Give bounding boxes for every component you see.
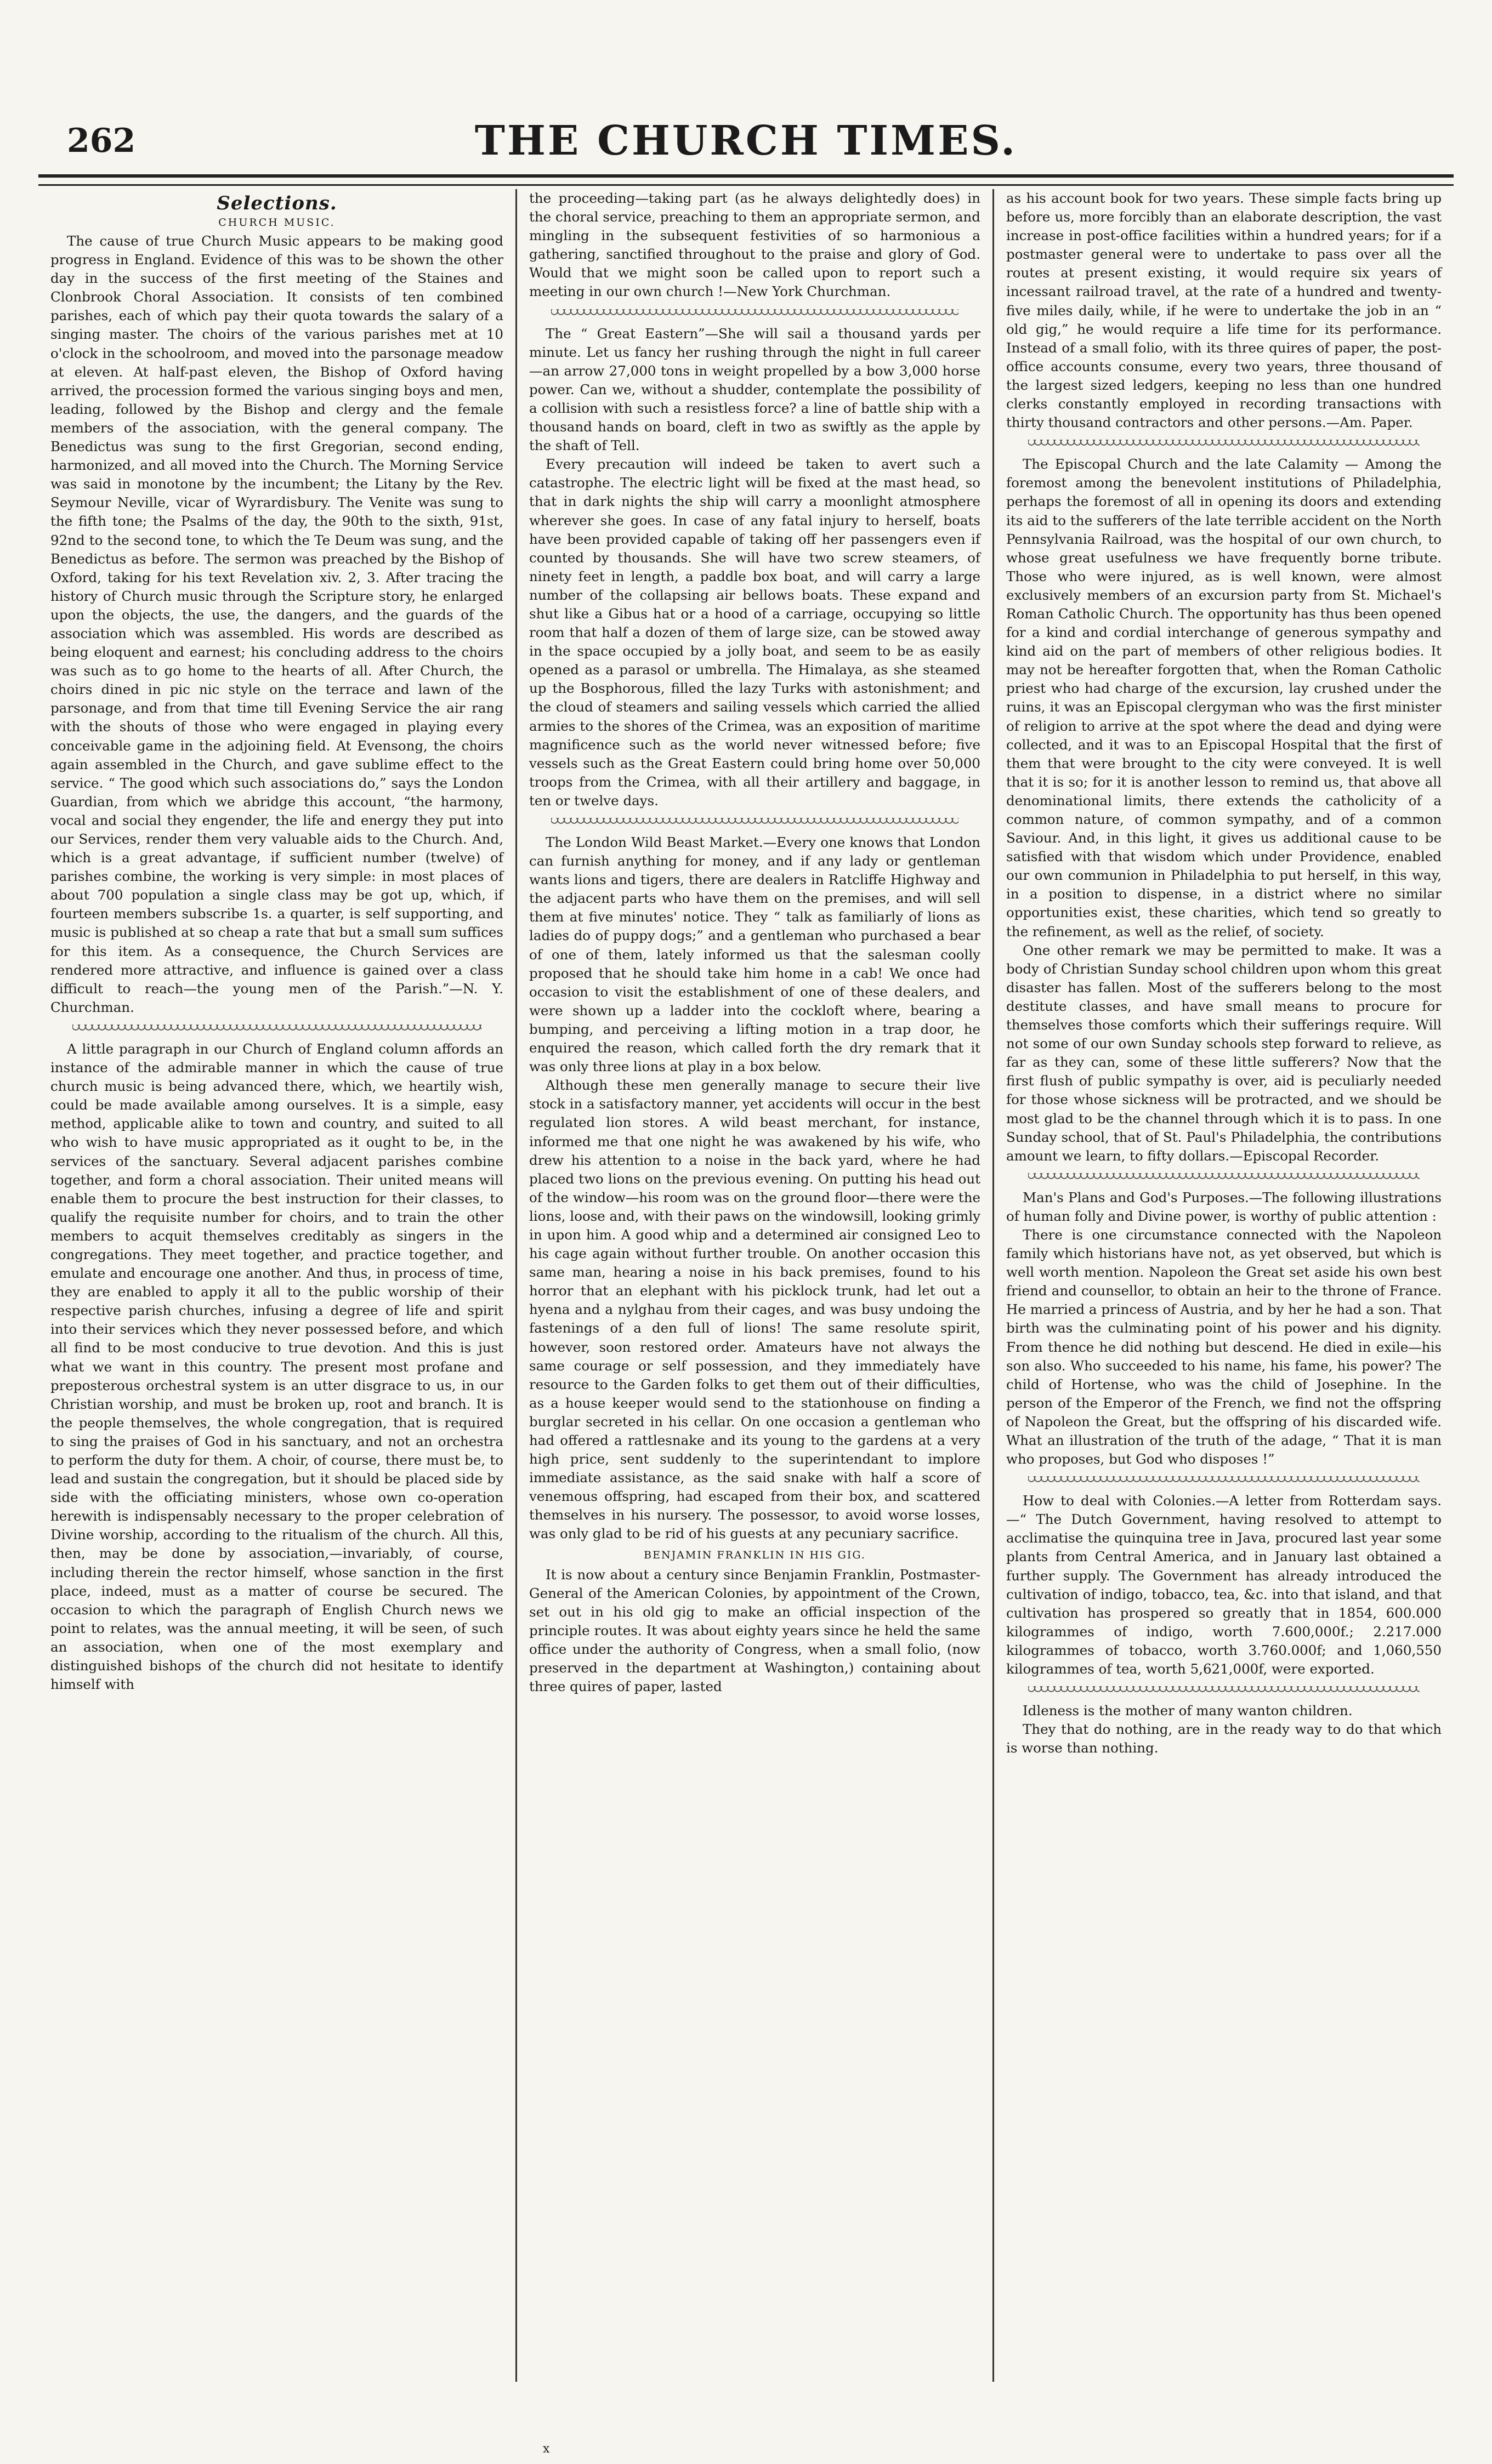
newspaper-title: THE CHURCH TIMES. [474, 117, 1018, 164]
article-paragraph: The London Wild Beast Market.—Every one knows that London can furnish anything for money, and if any lady or gentleman wants lions and tigers, there are dealers in Ratcliffe Highway and the adjacent parts who have them on the premises, and will sell them at five minutes' notice. They “ talk as familiarly of lions as ladies do of puppy dogs;” and a gentleman who purchased a bear of one of them, lately informed us that the salesman coolly proposed that he should take him home in a cab! We once had occasion to visit the establishment of one of these dealers, and were shown up a ladder into the cockloft where, bearing a bumping, and perceiving a lifting motion in a trap door, he enquired the reason, which called forth the dry remark that it was only three lions at play in a box below. [529, 834, 980, 1075]
divider [72, 1025, 481, 1032]
article-paragraph: How to deal with Colonies.—A letter from Rotterdam says.—“ The Dutch Government, having resolved to attempt to acclimatise the quinquina tree in Java, procured last year some plants from Central America, and in January last obtained a further supply. The Government has already introduced the cultivation of indigo, tobacco, tea, &c. into that island, and that cultivation has prospered so greatly that in 1854, 600.000 kilogrammes of indigo, worth 7.600,000f.; 2.217.000 kilogrammes of tobacco, worth 3.760.000f; and 1,060,550 kilogrammes of tea, worth 5,621,000f, were exported. [1006, 1493, 1442, 1677]
article-paragraph: Idleness is the mother of many wanton children. [1023, 1703, 1353, 1719]
divider [1028, 1173, 1420, 1181]
article-paragraph: A little paragraph in our Church of England column affords an instance of the admirable manner in which the cause of true church music is being advanced there, which, we heartily wish, could be made available among ourselves. It is a simple, easy method, applicable alike to town and country, and suited to all who wish to have music appropriated as it ought to be, in the services of the sanctuary. Several adjacent parishes combine together, and form a choral association. Their united means will enable them to procure the best instruction for their classes, to qualify the requisite number for choirs, and to train the other members to acquit themselves creditably as singers in the congregations. They meet together, and practice together, and emulate and encourage one another. And thus, in process of time, they are enabled to apply it all to the public worship of their respective parish churches, infusing a degree of life and spirit into their services which they never possessed before, and which all find to be most conducive to true devotion. And this is just what we want in this country. The present most profane and preposterous orchestral system is an utter disgrace to us, in our Christian worship, and must be broken up, root and branch. It is the people themselves, the whole congregation, that is required to sing the praises of God in his sanctuary, and not an orchestra to perform the duty for them. A choir, of course, there must be, to lead and sustain the congregation, but it should be placed side by side with the officiating ministers, whose own co-operation herewith is indispensably necessary to the proper celebration of Divine worship, according to the ritualism of the church. All this, then, may be done by association,—invariably, of course, including therein the rector himself, whose sanction in the first place, indeed, must as a matter of course be secured. The occasion to which the paragraph of English Church news we point to relates, was the annual meeting, it will be seen, of such an association, when one of the most exemplary and distinguished bishops of the church did not hesitate to identify himself with [50, 1040, 503, 1693]
article-paragraph: They that do nothing, are in the ready way to do that which is worse than nothing. [1006, 1721, 1442, 1756]
article-subtitle: CHURCH MUSIC. [218, 217, 336, 229]
section-title: Selections. [217, 192, 337, 214]
divider [1028, 1686, 1420, 1694]
header-rule [38, 174, 1454, 186]
divider [1028, 1476, 1420, 1484]
divider [551, 309, 958, 317]
article-paragraph: The Episcopal Church and the late Calamity — Among the foremost among the benevolent institutions of Philadelphia, perhaps the foremost of all in opening its doors and extending its aid to the sufferers of the late terrible accident on the North Pennsylvania Railroad, was the hospital of our own church, to whose great usefulness we have frequently borne tribute. Those who were injured, as is well known, were almost exclusively members of an excursion party from St. Michael's Roman Catholic Church. The opportunity has thus been opened for a kind and cordial interchange of generous sympathy and kind aid on the part of members of other religious bodies. It may not be hereafter forgotten that, when the Roman Catholic priest who had charge of the excursion, lay crushed under the ruins, it was an Episcopal clergyman who was the first minister of religion to arrive at the spot where the dead and dying were collected, and it was to an Episcopal Hospital that the first of them that were brought to the city were conveyed. It is well that it is so; for it is another lesson to remind us, that above all denominational limits, there extends the catholicity of a common nature, of common sympathy, and of a common Saviour. And, in this light, it gives us additional cause to be satisfied with that wisdom which under Providence, enabled our own communion in Philadelphia to put herself, in this way, in a position to dispense, in a district where no similar opportunities exist, these charities, which tend so greatly to the refinement, as well as the relief, of society. [1006, 456, 1442, 940]
article-paragraph: Every precaution will indeed be taken to avert such a catastrophe. The electric light will be fixed at the mast head, so that in dark nights the ship will carry a moonlight atmosphere wherever she goes. In case of any fatal injury to herself, boats have been provided capable of taking off her passengers even if counted by thousands. She will have two screw steamers, of ninety feet in length, a paddle box boat, and will carry a large number of the collapsing air bellows boats. These expand and shut like a Gibus hat or a hood of a carriage, occupying so little room that half a dozen of them of large size, can be stowed away in the space occupied by a jolly boat, and seem to be as easily opened as a parasol or umbrella. The Himalaya, as she steamed up the Bosphorous, filled the lazy Turks with astonishment; and the cloud of steamers and sailing vessels which carried the allied armies to the shores of the Crimea, was an exposition of maritime magnificence such as the world never witnessed before; five vessels such as the Great Eastern could bring home over 50,000 troops from the Crimea, with all their artillery and baggage, in ten or twelve days. [529, 456, 980, 809]
divider [551, 818, 958, 826]
article-paragraph: The cause of true Church Music appears to be making good progress in England. Evidence of this was to be shown the other day in the success of the first meeting of the Staines and Clonbrook Choral Association. It consists of ten combined parishes, each of which pay their quota towards the salary of a singing master. The choirs of the various parishes met at 10 o'clock in the schoolroom, and moved into the parsonage meadow at eleven. At half-past eleven, the Bishop of Oxford having arrived, the procession formed the various singing boys and men, leading, followed by the Bishop and clergy and the female members of the association, with the general company. The Benedictus was sung to the first Gregorian, second ending, harmonized, and all moved into the Church. The Morning Service was said in monotone by the incumbent; the Litany by the Rev. Seymour Neville, vicar of Wyrardisbury. The Venite was sung to the fifth tone; the Psalms of the day, the 90th to the sixth, 91st, 92nd to the second tone, to which the Te Deum was sung, and the Benedictus as before. The sermon was preached by the Bishop of Oxford, taking for his text Revelation xiv. 2, 3. After tracing the history of Church music through the Scripture story, he enlarged upon the objects, the use, the dangers, and the guards of the association which was assembled. His words are described as being eloquent and earnest; his concluding address to the choirs was such as to go home to the hearts of all. After Church, the choirs dined in pic nic style on the terrace and lawn of the parsonage, and from that time till Evening Service the air rang with the shouts of those who were engaged in playing every conceivable game in the adjoining field. At Evensong, the choirs again assembled in the Church, and gave sublime effect to the service. “ The good which such associations do,” says the London Guardian, from which we abridge this account, “the harmony, vocal and social they engender, the life and energy they put into our Services, render them very valuable aids to the Church. And, which is a great advantage, if sufficient number (twelve) of parishes combine, the working is very simple: in most places of about 700 population a single class may be got up, which, if fourteen members subscribe 1s. a quarter, is self supporting, and music is published at so cheap a rate that but a small sum suffices for this item. As a consequence, the Church Services are rendered more attractive, and influence is gained over a class difficult to reach—the young men of the Parish.”—N. Y. Churchman. [50, 233, 503, 1015]
divider [1028, 440, 1420, 447]
article-paragraph: the proceeding—taking part (as he always delightedly does) in the choral service, preaching to them an appropriate sermon, and mingling in the subsequent festivities of so harmonious a gathering, sanctified throughout to the praise and glory of God. Would that we might soon be called upon to report such a meeting in our own church !—New York Churchman. [529, 190, 980, 300]
article-paragraph: Man's Plans and God's Purposes.—The following illustrations of human folly and Divine power, is worthy of public attention : [1006, 1189, 1442, 1224]
article-paragraph: One other remark we may be permitted to make. It was a body of Christian Sunday school children upon whom this great disaster has fallen. Most of the sufferers belong to the most destitute classes, and have small means to procure for themselves those comforts which their sufferings require. Will not some of our own Sunday schools step forward to relieve, as far as they can, some of these little sufferers? Now that the first flush of public sympathy is over, aid is peculiarly needed for those whose sickness will be protracted, and we should be most glad to be the channel through which it is to pass. In one Sunday school, that of St. Paul's Philadelphia, the contributions amount we learn, to fifty dollars.—Episcopal Recorder. [1006, 942, 1442, 1164]
column-3 [992, 189, 1454, 2382]
article-paragraph: There is one circumstance connected with the Napoleon family which historians have not, as yet observed, but which is well worth mention. Napoleon the Great set aside his own best friend and counsellor, to obtain an heir to the throne of France. He married a princess of Austria, and by her he had a son. That birth was the culminating point of his power and his dignity. From thence he did nothing but descend. He died in exile—his son also. Who succeeded to his name, his fame, his power? The child of Hortense, who was the child of Josephine. In the person of the Emperor of the French, we find not the offspring of Napoleon the Great, but the offspring of his discarded wife. What an illustration of the truth of the adage, “ That it is man who proposes, but God who disposes !” [1006, 1226, 1442, 1467]
page-number: 262 [67, 122, 136, 160]
column-2 [515, 189, 992, 2382]
article-paragraph: Although these men generally manage to secure their live stock in a satisfactory manner, yet accidents will occur in the best regulated lion stores. A wild beast merchant, for instance, informed me that one night he was awakened by his wife, who drew his attention to a noise in the back yard, where he had placed two lions on the previous evening. On putting his head out of the window—his room was on the ground floor—there were the lions, loose and, with their paws on the windowsill, looking grimly in upon him. A good whip and a determined air consigned Leo to his cage again without further trouble. On another occasion this same man, hearing a noise in his back premises, found to his horror that an elephant with his picklock trunk, had let out a hyena and a nylghau from their cages, and was busy undoing the fastenings of a den full of lions! The same resolute spirit, however, soon restored order. Amateurs have not always the same courage or self possession, and they immediately have resource to the Garden folks to get them out of their difficulties, as a house keeper would send to the stationhouse on finding a burglar secreted in his cellar. On one occasion a gentleman who had offered a rattlesnake and its young to the gardens at a very high price, sent suddenly to the superintendant to implore immediate assistance, as the said snake with half a score of venemous offspring, had escaped from their box, and scattered themselves in his nursery. The possessor, to avoid worse losses, was only glad to be rid of his guests at any pecuniary sacrifice. [529, 1077, 980, 1542]
masthead [38, 110, 1454, 164]
article-paragraph: as his account book for two years. These simple facts bring up before us, more forcibly than an elaborate description, the vast increase in post-office facilities within a hundred years; for if a postmaster general were to undertake to pass over all the routes at present existing, it would require six years of incessant railroad travel, at the rate of a hundred and twenty-five miles daily, while, if he were to undertake the job in an “ old gig,” he would require a life time for its performance. Instead of a small folio, with its three quires of paper, the post-office accounts consume, every two years, three thousand of the largest sized ledgers, keeping no less than one hundred clerks constantly employed in recording transactions with thirty thousand contractors and other persons.—Am. Paper. [1006, 190, 1442, 431]
article-paragraph: The “ Great Eastern”—She will sail a thousand yards per minute. Let us fancy her rushing through the night in full career—an arrow 27,000 tons in weight propelled by a bow 3,000 horse power. Can we, without a shudder, contemplate the possibility of a collision with such a resistless force? a line of battle ship with a thousand hands on board, cleft in two as swiftly as the apple by the shaft of Tell. [529, 325, 980, 454]
article-heading: BENJAMIN FRANKLIN IN HIS GIG. [644, 1549, 866, 1561]
columns [38, 189, 1454, 2382]
article-paragraph: It is now about a century since Benjamin Franklin, Postmaster-General of the American Colonies, by appointment of the Crown, set out in his old gig to make an official inspection of the principle routes. It was about eighty years since he held the same office under the authority of Congress, when a small folio, (now preserved in the department at Washington,) containing about three quires of paper, lasted [529, 1566, 980, 1695]
footer-mark: x [543, 2442, 550, 2456]
column-1 [38, 189, 515, 2382]
